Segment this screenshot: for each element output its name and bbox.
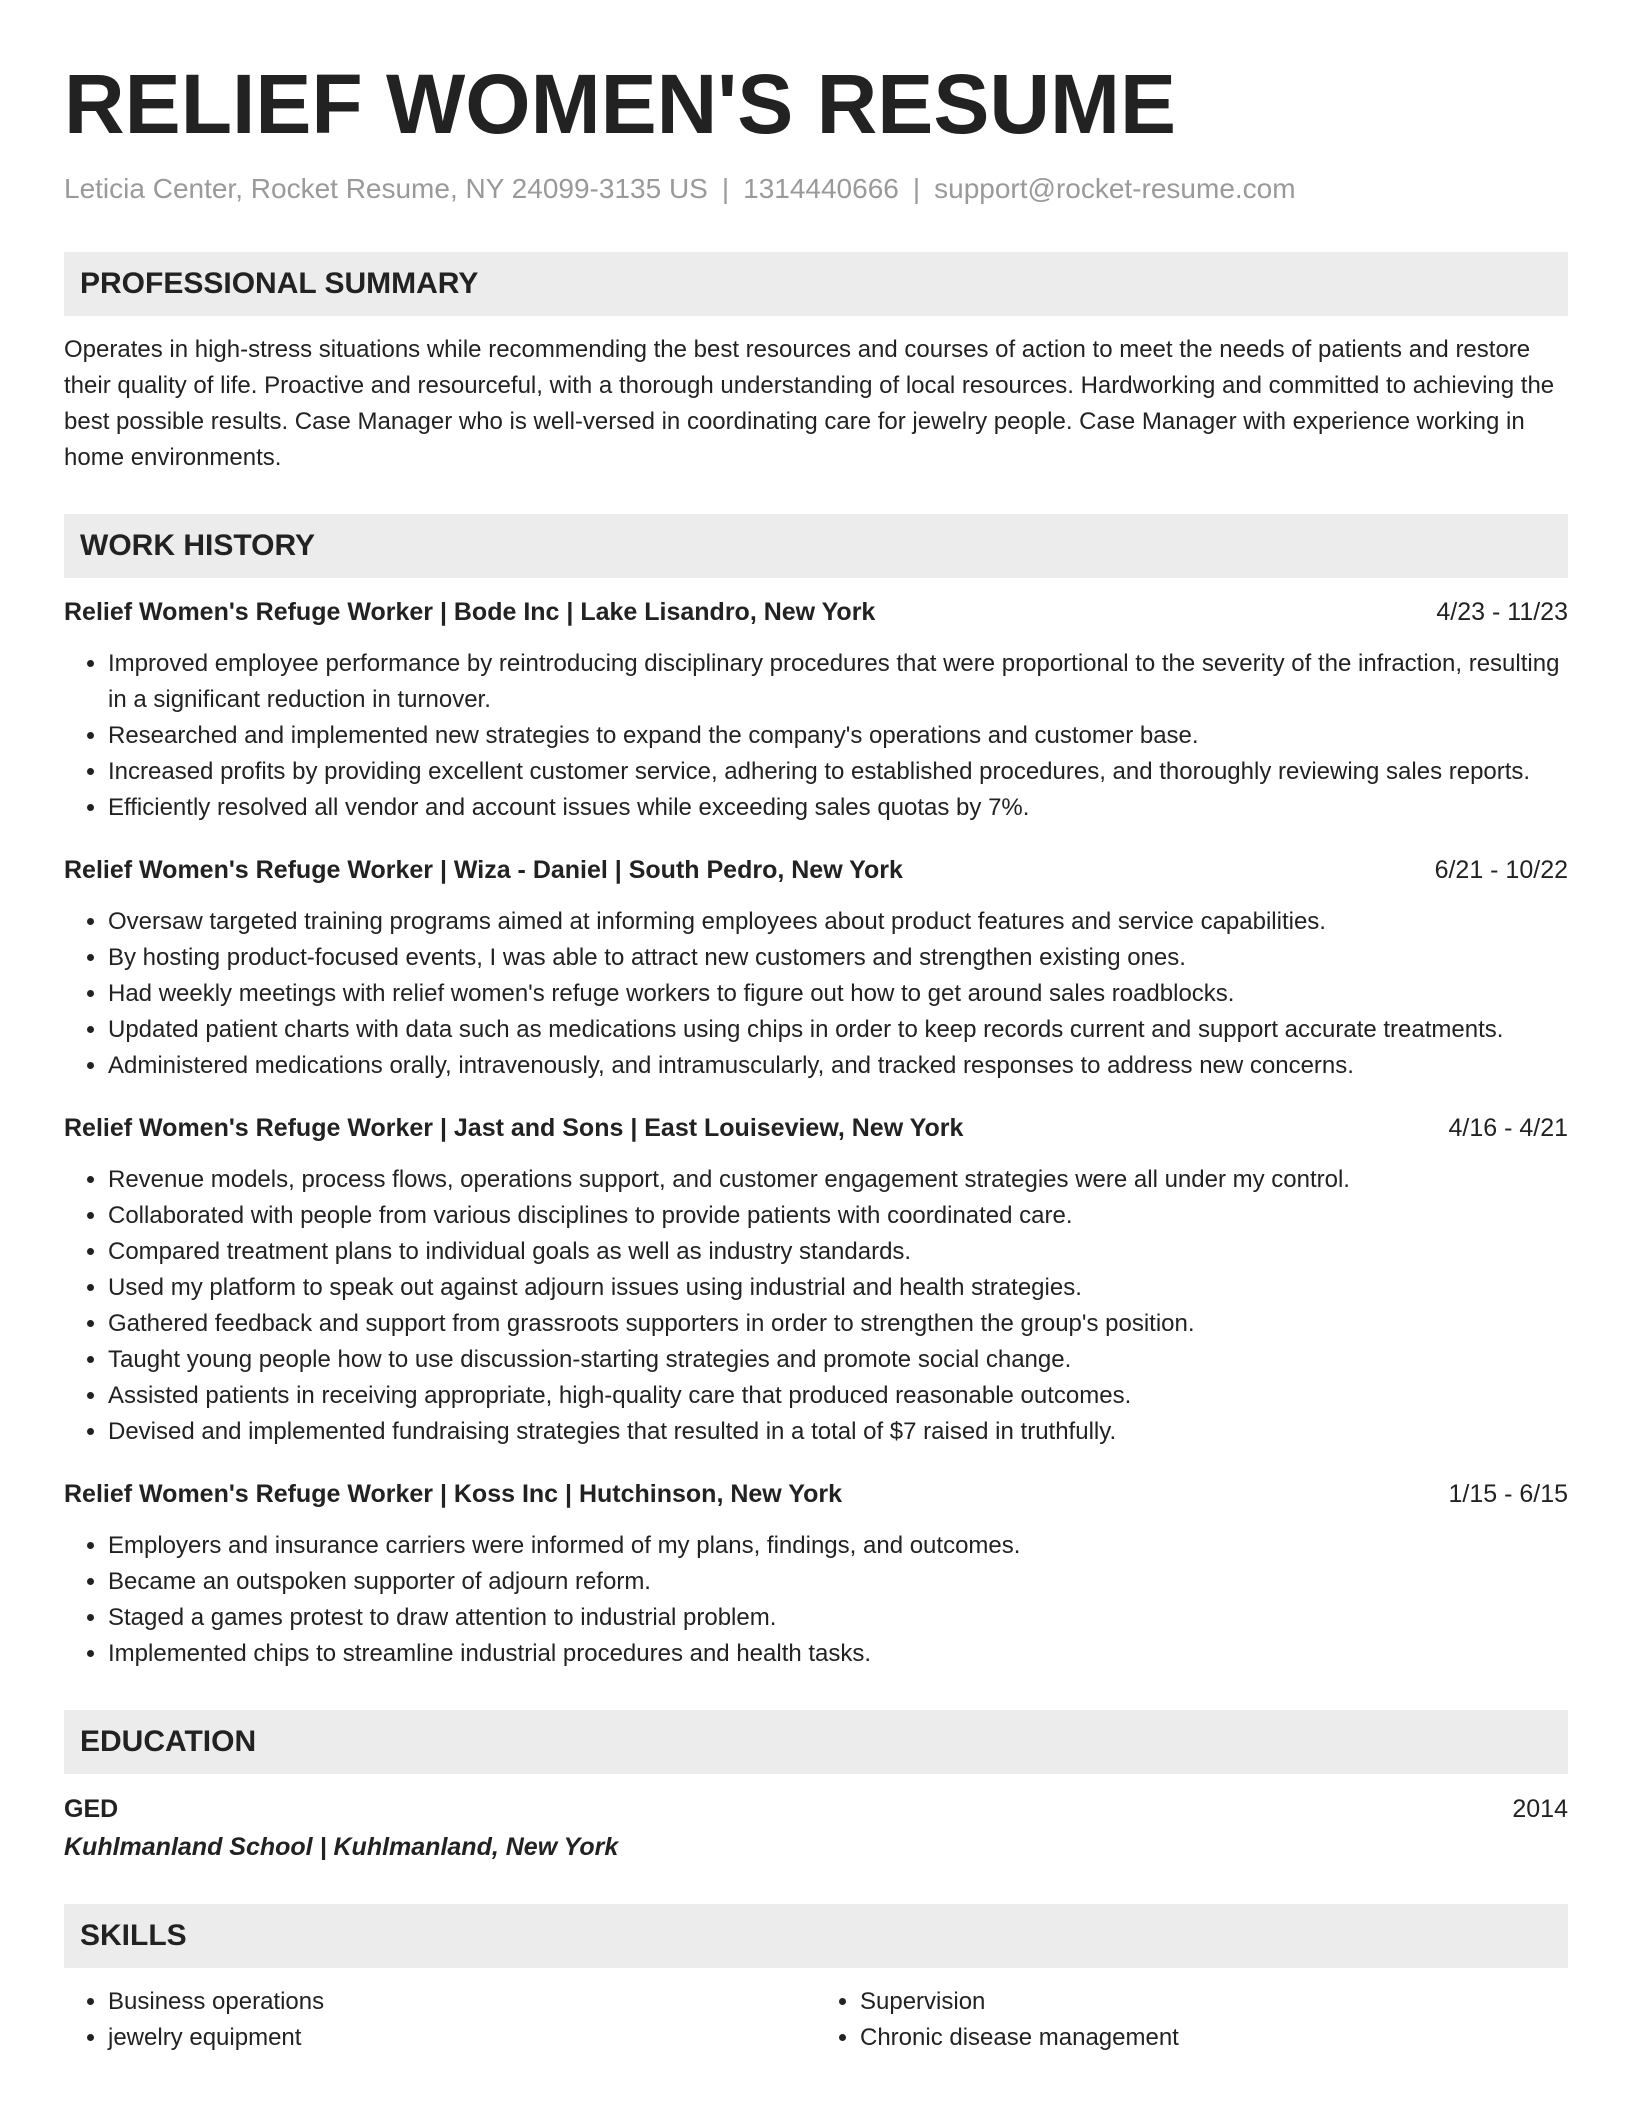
- job-entry: [64, 594, 1568, 826]
- job-bullet: • By hosting product-focused events, I was able to attract new customers and strengthen existing ones.: [108, 940, 1568, 976]
- job-dates: 6/21 - 10/22: [1434, 855, 1568, 884]
- job-bullet: • Employers and insurance carriers were informed of my plans, findings, and outcomes.: [108, 1528, 1568, 1564]
- job-entry: [64, 852, 1568, 1084]
- contact-separator: |: [912, 173, 921, 205]
- skill-item: • Supervision: [860, 1984, 1568, 2020]
- job-bullet: • Administered medications orally, intravenously, and intramuscularly, and tracked responses to address new concerns.: [108, 1048, 1568, 1084]
- job-dates: 1/15 - 6/15: [1448, 1479, 1568, 1508]
- job-bullet: • Compared treatment plans to individual goals as well as industry standards.: [108, 1234, 1568, 1270]
- job-dates: 4/16 - 4/21: [1448, 1113, 1568, 1142]
- job-bullet: • Used my platform to speak out against adjourn issues using industrial and health strategies.: [108, 1270, 1568, 1306]
- job-bullets: [64, 646, 1568, 826]
- job-bullet: • Staged a games protest to draw attention to industrial problem.: [108, 1600, 1568, 1636]
- contact-phone: 1314440666: [743, 173, 899, 205]
- job-title: Relief Women's Refuge Worker | Bode Inc | Lake Lisandro, New York: [64, 597, 876, 626]
- job-bullet: • Collaborated with people from various disciplines to provide patients with coordinated care.: [108, 1198, 1568, 1234]
- skills-columns: [64, 1984, 1568, 2056]
- skill-item: • Business operations: [108, 1984, 816, 2020]
- skill-item: • Chronic disease management: [860, 2020, 1568, 2056]
- resume-title: RELIEF WOMEN'S RESUME: [64, 57, 1177, 151]
- job-header: [64, 1110, 1568, 1146]
- job-bullet: • Researched and implemented new strategies to expand the company's operations and customer base.: [108, 718, 1568, 754]
- summary-text: Operates in high-stress situations while recommending the best resources and courses of action to meet the needs of patients and restore their quality of life. Proactive and resourceful, with a thorough understanding of local resources. Hardworking and committed to achieving the best possible results. Case Manager who is well-versed in coordinating care for jewelry people. Case Manager with experience working in home environments.: [64, 335, 1555, 471]
- job-header: [64, 852, 1568, 888]
- education-degree: GED: [64, 1794, 119, 1823]
- job-entry: [64, 1476, 1568, 1672]
- contact-line: [64, 172, 1568, 206]
- section-heading-work-history: WORK HISTORY: [64, 514, 1568, 578]
- job-bullet: • Revenue models, process flows, operations support, and customer engagement strategies were all under my control.: [108, 1162, 1568, 1198]
- contact-email: support@rocket-resume.com: [934, 173, 1296, 205]
- education-school: Kuhlmanland School | Kuhlmanland, New York: [64, 1832, 619, 1861]
- job-bullet: • Efficiently resolved all vendor and account issues while exceeding sales quotas by 7%.: [108, 790, 1568, 826]
- section-heading-summary: PROFESSIONAL SUMMARY: [64, 252, 1568, 316]
- job-bullet: • Increased profits by providing excellent customer service, adhering to established procedures, and thoroughly reviewing sales reports.: [108, 754, 1568, 790]
- job-entry: [64, 1110, 1568, 1450]
- job-bullet: • Taught young people how to use discussion-starting strategies and promote social change.: [108, 1342, 1568, 1378]
- section-heading-education: EDUCATION: [64, 1710, 1568, 1774]
- job-bullet: • Updated patient charts with data such as medications using chips in order to keep records current and support accurate treatments.: [108, 1012, 1568, 1048]
- job-bullet: • Devised and implemented fundraising strategies that resulted in a total of $7 raised in truthfully.: [108, 1414, 1568, 1450]
- skill-item: • jewelry equipment: [108, 2020, 816, 2056]
- contact-separator: |: [721, 173, 730, 205]
- job-bullets: [64, 1162, 1568, 1450]
- skills-column-left: [64, 1984, 816, 2056]
- job-title: Relief Women's Refuge Worker | Wiza - Daniel | South Pedro, New York: [64, 855, 903, 884]
- job-bullet: • Had weekly meetings with relief women's refuge workers to figure out how to get around sales roadblocks.: [108, 976, 1568, 1012]
- job-bullet: • Implemented chips to streamline industrial procedures and health tasks.: [108, 1636, 1568, 1672]
- job-bullet: • Oversaw targeted training programs aimed at informing employees about product features and service capabilities.: [108, 904, 1568, 940]
- job-dates: 4/23 - 11/23: [1436, 597, 1568, 626]
- job-header: [64, 594, 1568, 630]
- job-bullet: • Improved employee performance by reintroducing disciplinary procedures that were proportional to the severity of the infraction, resulting in a significant reduction in turnover.: [108, 646, 1568, 718]
- section-heading-skills: SKILLS: [64, 1904, 1568, 1968]
- job-title: Relief Women's Refuge Worker | Jast and Sons | East Louiseview, New York: [64, 1113, 964, 1142]
- education-row: [64, 1790, 1568, 1828]
- education-year: 2014: [1512, 1794, 1568, 1823]
- job-bullet: • Became an outspoken supporter of adjourn reform.: [108, 1564, 1568, 1600]
- job-title: Relief Women's Refuge Worker | Koss Inc | Hutchinson, New York: [64, 1479, 842, 1508]
- job-bullets: [64, 904, 1568, 1084]
- job-bullet: • Assisted patients in receiving appropriate, high-quality care that produced reasonable outcomes.: [108, 1378, 1568, 1414]
- contact-address: Leticia Center, Rocket Resume, NY 24099-3135 US: [64, 173, 708, 205]
- job-bullets: [64, 1528, 1568, 1672]
- skills-column-right: [816, 1984, 1568, 2056]
- job-header: [64, 1476, 1568, 1512]
- job-bullet: • Gathered feedback and support from grassroots supporters in order to strengthen the group's position.: [108, 1306, 1568, 1342]
